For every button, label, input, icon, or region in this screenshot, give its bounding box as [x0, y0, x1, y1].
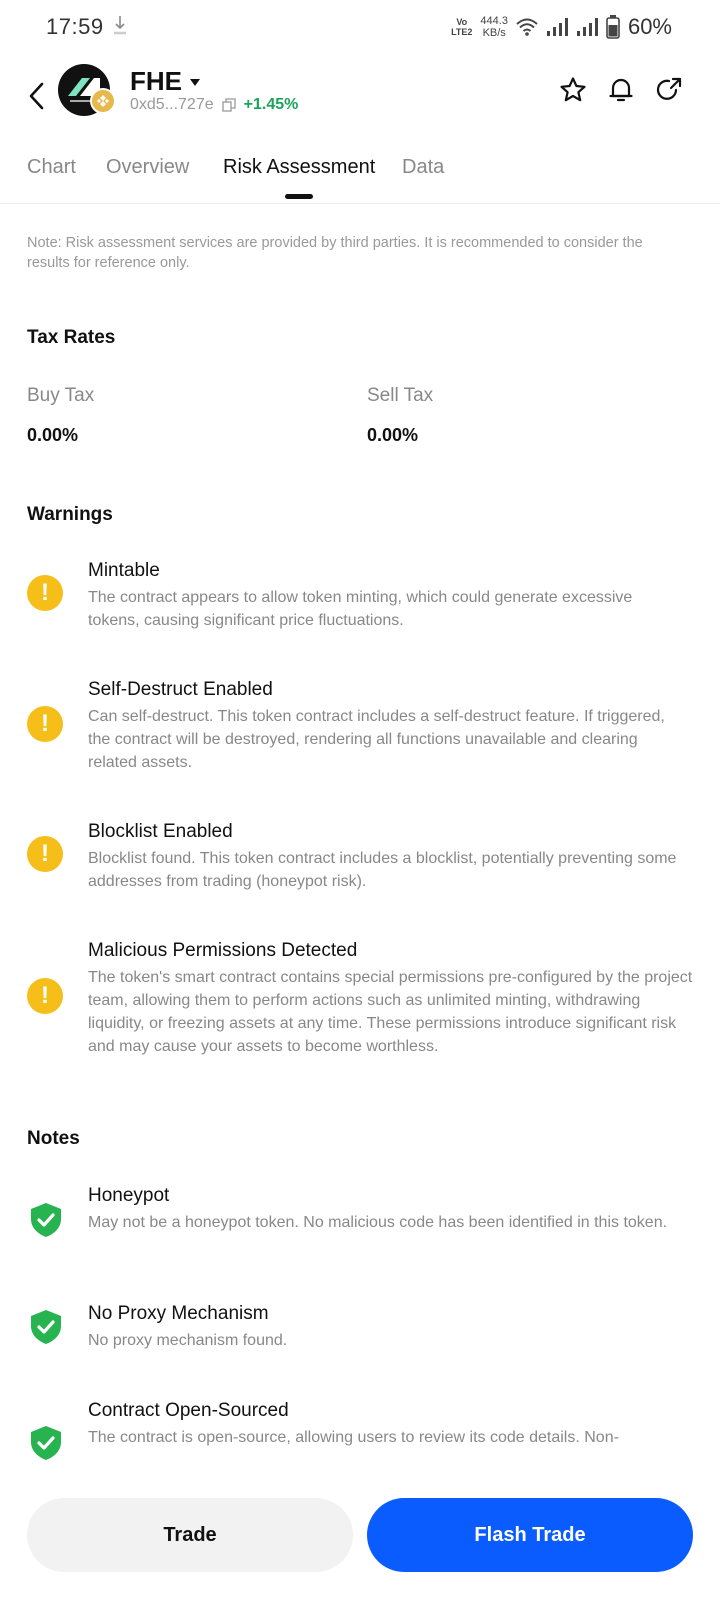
warning-icon: ! — [27, 575, 65, 613]
warning-title: Self-Destruct Enabled — [88, 679, 273, 700]
status-bar — [0, 0, 720, 56]
bottom-action-bar — [0, 1470, 720, 1600]
copy-icon[interactable] — [222, 98, 236, 112]
shield-check-icon — [27, 1201, 65, 1239]
contract-address: 0xd5...727e — [130, 96, 214, 113]
tab-overview[interactable]: Overview — [106, 156, 190, 178]
warning-icon: ! — [27, 836, 65, 874]
notes-title: Notes — [27, 1128, 80, 1149]
active-tab-indicator — [285, 194, 313, 199]
download-icon — [112, 14, 128, 36]
star-icon — [559, 76, 587, 104]
share-button[interactable] — [653, 74, 685, 106]
net-speed: 444.3 KB/s — [480, 15, 508, 39]
wifi-icon — [516, 17, 538, 37]
status-time: 17:59 — [46, 14, 104, 39]
token-header — [0, 56, 720, 146]
share-icon — [655, 76, 683, 104]
token-selector[interactable] — [130, 66, 200, 97]
trade-button[interactable]: Trade — [27, 1498, 353, 1572]
risk-content — [0, 205, 720, 1470]
favorite-button[interactable] — [557, 74, 589, 106]
shield-check-icon — [27, 1424, 65, 1462]
token-symbol: FHE — [130, 66, 182, 96]
battery-icon — [606, 15, 620, 39]
note-title: Contract Open-Sourced — [88, 1400, 289, 1421]
warning-item — [27, 560, 697, 630]
alert-button[interactable] — [605, 74, 637, 106]
note-item — [27, 1303, 697, 1353]
tab-bar — [0, 146, 720, 204]
disclaimer-note: Note: Risk assessment services are provided by third parties. It is recommended to consider the results for reference only. — [27, 235, 643, 271]
buy-tax-value: 0.00% — [27, 425, 79, 445]
tab-chart[interactable]: Chart — [27, 156, 76, 178]
warning-desc: The contract appears to allow token minting, which could generate excessive tokens, causing significant price fluctuations. — [88, 589, 633, 629]
sell-tax-value: 0.00% — [367, 425, 419, 445]
warning-desc: Can self-destruct. This token contract includes a self-destruct feature. If triggered, the contract will be destroyed, rendering all functions unavailable and clearing related assets. — [88, 708, 665, 771]
bnb-chain-icon — [90, 88, 116, 114]
note-item — [27, 1185, 697, 1255]
back-button[interactable] — [22, 76, 50, 116]
note-item — [27, 1400, 697, 1470]
bell-icon — [607, 76, 635, 104]
shield-check-icon — [27, 1308, 65, 1346]
tax-rates-title: Tax Rates — [27, 327, 116, 348]
signal-icon-2 — [576, 17, 598, 37]
note-desc: May not be a honeypot token. No malicious code has been identified in this token. — [88, 1214, 668, 1231]
signal-icon-1 — [546, 17, 568, 37]
back-arrow-icon — [28, 82, 44, 110]
warning-item — [27, 821, 697, 891]
caret-down-icon — [190, 79, 200, 86]
tab-data[interactable]: Data — [402, 156, 445, 178]
warning-desc: Blocklist found. This token contract includes a blocklist, potentially preventing some addresses from trading (honeypot risk). — [88, 850, 677, 890]
note-title: Honeypot — [88, 1185, 170, 1206]
flash-trade-button[interactable]: Flash Trade — [367, 1498, 693, 1572]
tab-risk-assessment[interactable]: Risk Assessment — [223, 156, 376, 178]
token-subline — [130, 96, 298, 114]
buy-tax-label: Buy Tax — [27, 385, 95, 406]
warning-item — [27, 940, 697, 1060]
warning-desc: The token's smart contract contains special permissions pre-configured by the project team, allowing them to perform actions such as unlimited minting, withdrawing liquidity, or freezing assets at any time. These permissions introduce significant risk and may cause your assets to become worthless. — [88, 969, 693, 1055]
warnings-title: Warnings — [27, 504, 113, 525]
warning-title: Mintable — [88, 560, 160, 581]
price-change: +1.45% — [243, 96, 299, 113]
warning-item — [27, 679, 697, 774]
warning-icon: ! — [27, 706, 65, 744]
status-right — [451, 14, 672, 40]
note-desc: The contract is open-source, allowing users to review its code details. Non- — [88, 1429, 619, 1446]
sell-tax-label: Sell Tax — [367, 385, 434, 406]
battery-percent: 60% — [627, 14, 672, 39]
volte-indicator: Vo LTE2 — [451, 17, 473, 37]
warning-icon: ! — [27, 978, 65, 1016]
note-desc: No proxy mechanism found. — [88, 1332, 288, 1349]
warning-title: Blocklist Enabled — [88, 821, 233, 842]
warning-title: Malicious Permissions Detected — [88, 940, 358, 961]
note-title: No Proxy Mechanism — [88, 1303, 269, 1324]
